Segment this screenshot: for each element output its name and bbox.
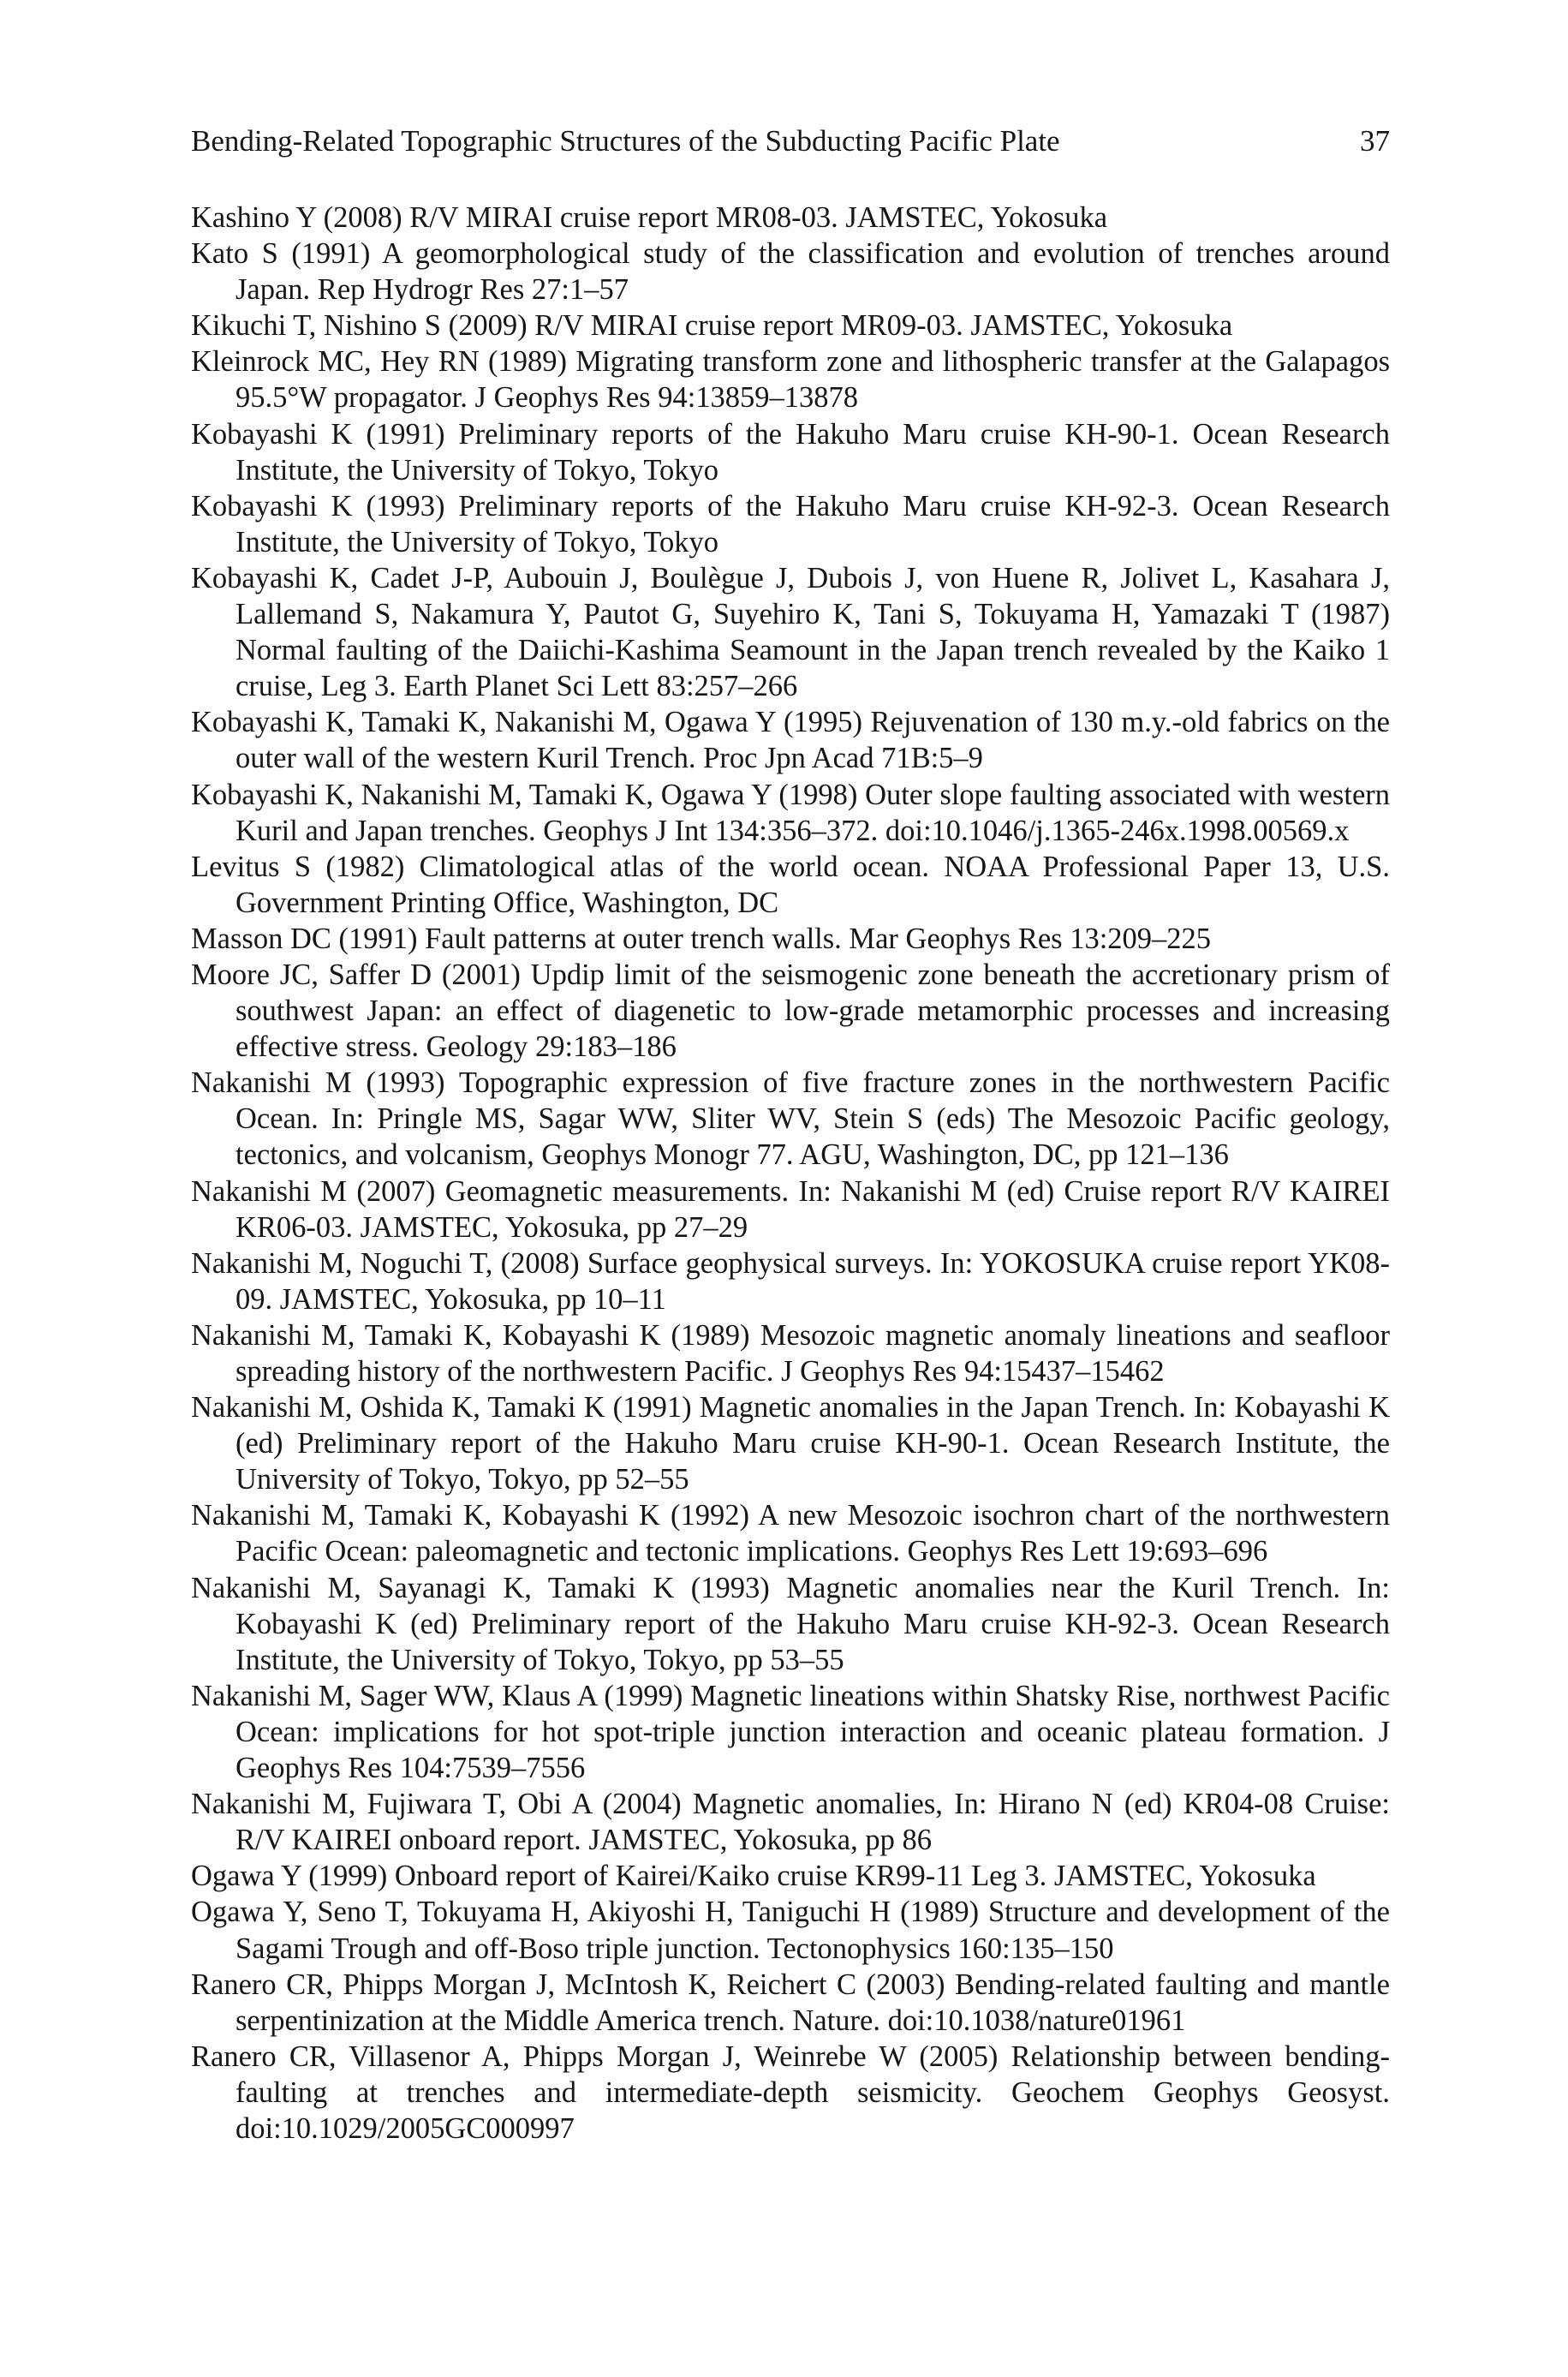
reference-entry: Moore JC, Saffer D (2001) Updip limit of the seismogenic zone beneath the accretionary prism of southwest Japan: an effect of diagenetic to low-grade metamorphic processes and increasing effective stress. Geology 29:183–186 — [191, 958, 1390, 1064]
reference-entry: Nakanishi M, Noguchi T, (2008) Surface geophysical surveys. In: YOKOSUKA cruise report YK08-09. JAMSTEC, Yokosuka, pp 10–11 — [191, 1246, 1390, 1316]
reference-entry: Kobayashi K, Nakanishi M, Tamaki K, Ogawa Y (1998) Outer slope faulting associated with western Kuril and Japan trenches. Geophys J Int 134:356–372. doi:10.1046/j.1365-246x.1998.00569.x — [191, 778, 1390, 847]
reference-entry: Kleinrock MC, Hey RN (1989) Migrating transform zone and lithospheric transfer at the Galapagos 95.5°W propagator. J Geophys Res 94:13859–13878 — [191, 345, 1390, 415]
reference-entry: Kobayashi K (1993) Preliminary reports of the Hakuho Maru cruise KH-92-3. Ocean Research Institute, the University of Tokyo, Tokyo — [191, 489, 1390, 558]
running-head-title: Bending-Related Topographic Structures of the Subducting Pacific Plate — [191, 124, 1060, 158]
reference-entry: Nakanishi M, Tamaki K, Kobayashi K (1992) A new Mesozoic isochron chart of the northwestern Pacific Ocean: paleomagnetic and tectonic implications. Geophys Res Lett 19:693–696 — [191, 1499, 1390, 1568]
reference-entry: Ranero CR, Villasenor A, Phipps Morgan J, Weinrebe W (2005) Relationship between bending-faulting at trenches and intermediate-depth seismicity. Geochem Geophys Geosyst. doi:10.1029/2005GC000997 — [191, 2040, 1390, 2145]
reference-entry: Nakanishi M, Oshida K, Tamaki K (1991) Magnetic anomalies in the Japan Trench. In: Kobayashi K (ed) Preliminary report of the Hakuho Maru cruise KH-90-1. Ocean Research Institute, the University of Tokyo, Tokyo, pp 52–55 — [191, 1391, 1390, 1496]
page-number: 37 — [1360, 124, 1390, 158]
reference-entry: Levitus S (1982) Climatological atlas of the world ocean. NOAA Professional Paper 13, U.S. Government Printing Office, Washington, DC — [191, 850, 1390, 919]
reference-entry: Ogawa Y, Seno T, Tokuyama H, Akiyoshi H, Taniguchi H (1989) Structure and development of the Sagami Trough and off-Boso triple junction. Tectonophysics 160:135–150 — [191, 1896, 1390, 1965]
reference-entry: Kikuchi T, Nishino S (2009) R/V MIRAI cruise report MR09-03. JAMSTEC, Yokosuka — [191, 309, 1233, 343]
reference-entry: Kobayashi K (1991) Preliminary reports of the Hakuho Maru cruise KH-90-1. Ocean Research Institute, the University of Tokyo, Tokyo — [191, 417, 1390, 487]
reference-entry: Kobayashi K, Cadet J-P, Aubouin J, Boulègue J, Dubois J, von Huene R, Jolivet L, Kasahara J, Lallemand S, Nakamura Y, Pautot G, Suyehiro K, Tani S, Tokuyama H, Yamazaki T (1987) Normal faulting of the Daiichi-Kashima Seamount in the Japan trench revealed by the Kaiko 1 cruise, Leg 3. Earth Planet Sci Lett 83:257–266 — [191, 561, 1390, 703]
reference-entry: Nakanishi M, Fujiwara T, Obi A (2004) Magnetic anomalies, In: Hirano N (ed) KR04-08 Cruise: R/V KAIREI onboard report. JAMSTEC, Yokosuka, pp 86 — [191, 1788, 1390, 1857]
reference-entry: Nakanishi M, Tamaki K, Kobayashi K (1989) Mesozoic magnetic anomaly lineations and seafloor spreading history of the northwestern Pacific. J Geophys Res 94:15437–15462 — [191, 1318, 1390, 1388]
reference-entry: Ranero CR, Phipps Morgan J, McIntosh K, Reichert C (2003) Bending-related faulting and mantle serpentinization at the Middle America trench. Nature. doi:10.1038/nature01961 — [191, 1968, 1390, 2037]
reference-entry: Masson DC (1991) Fault patterns at outer trench walls. Mar Geophys Res 13:209–225 — [191, 922, 1212, 955]
reference-list — [191, 200, 1390, 2147]
reference-entry: Nakanishi M, Sayanagi K, Tamaki K (1993) Magnetic anomalies near the Kuril Trench. In: Kobayashi K (ed) Preliminary report of the Hakuho Maru cruise KH-92-3. Ocean Research Institute, the University of Tokyo, Tokyo, pp 53–55 — [191, 1571, 1390, 1676]
running-head — [191, 122, 1390, 160]
reference-entry: Kato S (1991) A geomorphological study of the classification and evolution of trenches around Japan. Rep Hydrogr Res 27:1–57 — [191, 237, 1390, 307]
reference-entry: Nakanishi M (1993) Topographic expression of five fracture zones in the northwestern Pacific Ocean. In: Pringle MS, Sagar WW, Sliter WV, Stein S (eds) The Mesozoic Pacific geology, tectonics, and volcanism, Geophys Monogr 77. AGU, Washington, DC, pp 121–136 — [191, 1066, 1390, 1172]
reference-entry: Ogawa Y (1999) Onboard report of Kairei/Kaiko cruise KR99-11 Leg 3. JAMSTEC, Yokosuka — [191, 1860, 1316, 1893]
reference-entry: Kobayashi K, Tamaki K, Nakanishi M, Ogawa Y (1995) Rejuvenation of 130 m.y.-old fabrics on the outer wall of the western Kuril Trench. Proc Jpn Acad 71B:5–9 — [191, 706, 1390, 775]
reference-entry: Kashino Y (2008) R/V MIRAI cruise report MR08-03. JAMSTEC, Yokosuka — [191, 201, 1108, 234]
reference-entry: Nakanishi M, Sager WW, Klaus A (1999) Magnetic lineations within Shatsky Rise, northwest Pacific Ocean: implications for hot spot-triple junction interaction and oceanic plateau formation. J Geophys Res 104:7539–7556 — [191, 1679, 1390, 1785]
reference-entry: Nakanishi M (2007) Geomagnetic measurements. In: Nakanishi M (ed) Cruise report R/V KAIREI KR06-03. JAMSTEC, Yokosuka, pp 27–29 — [191, 1174, 1390, 1244]
